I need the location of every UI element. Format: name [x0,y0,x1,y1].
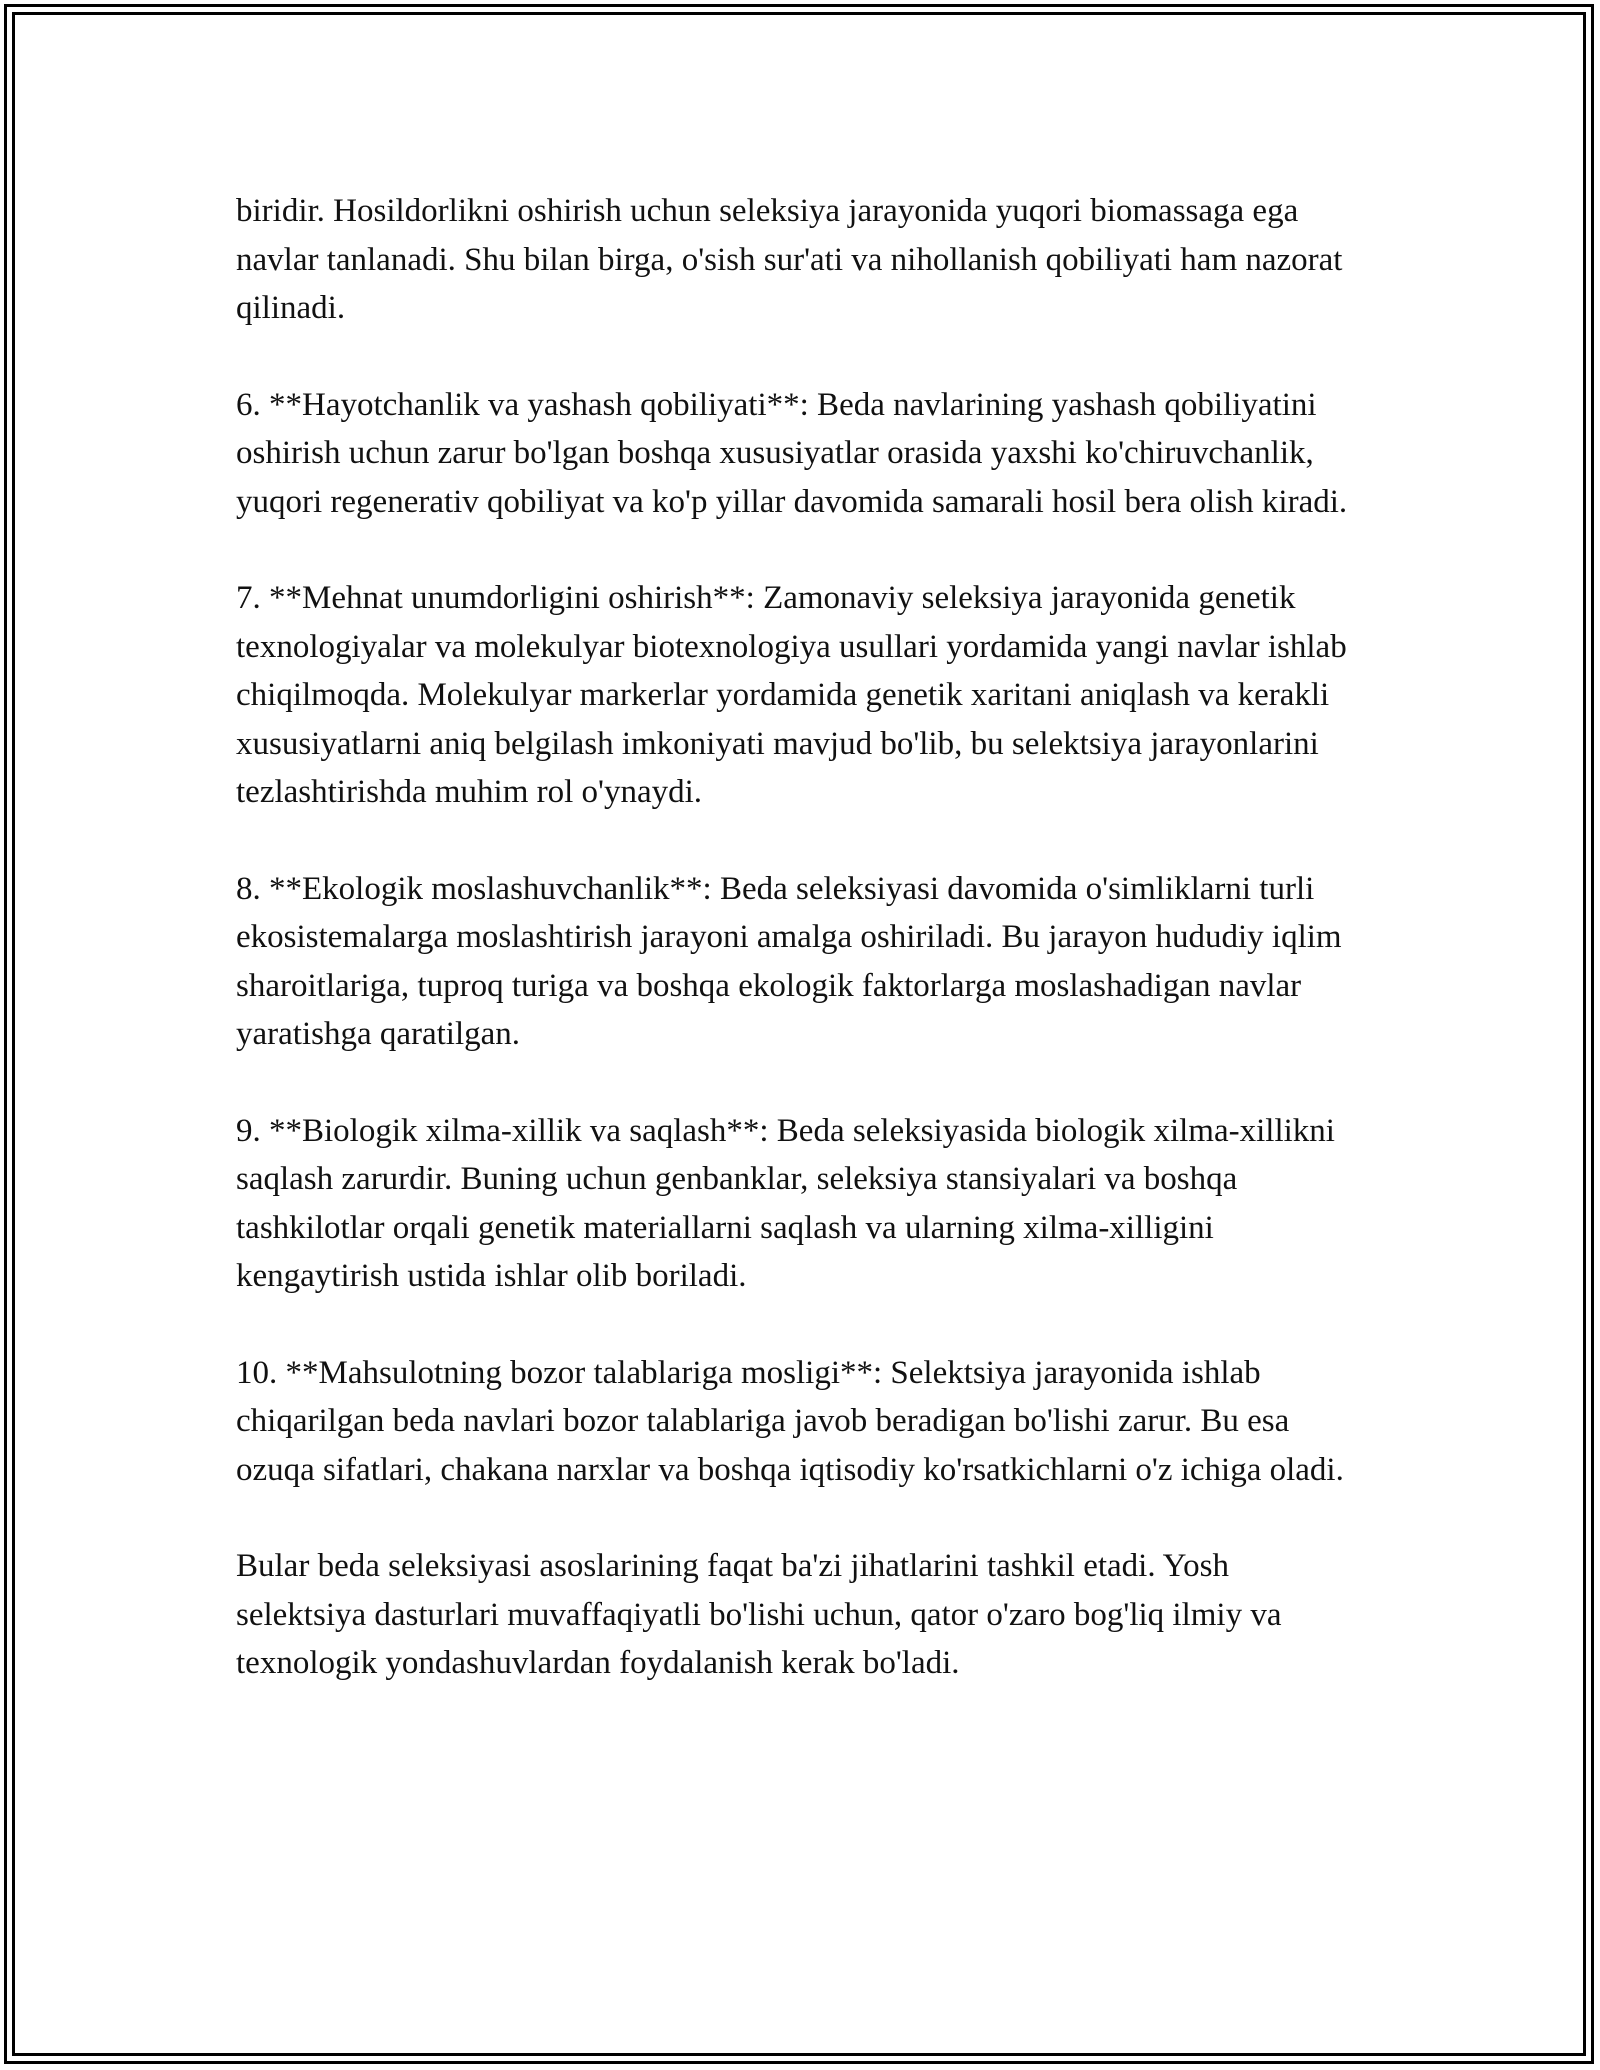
paragraph-item-8: 8. **Ekologik moslashuvchanlik**: Beda seleksiyasi davomida o'simliklarni turli ekosistemalarga moslashtirish jarayoni amalga oshiriladi. Bu jarayon hududiy iqlim sharoitlariga, tuproq turiga va boshqa ekologik faktorlarga moslashadigan navlar yaratishga qaratilgan. [236,870,1342,1052]
paragraph-item-10: 10. **Mahsulotning bozor talablariga mosligi**: Selektsiya jarayonida ishlab chiqarilgan beda navlari bozor talablariga javob beradigan bo'lishi zarur. Bu esa ozuqa sifatlari, chakana narxlar va boshqa iqtisodiy ko'rsatkichlarni o'z ichiga oladi. [236,1354,1344,1488]
document-body [236,187,1366,1736]
paragraph-item-7: 7. **Mehnat unumdorligini oshirish**: Zamonaviy seleksiya jarayonida genetik texnologiyalar va molekulyar biotexnologiya usullari yordamida yangi navlar ishlab chiqilmoqda. Molekulyar markerlar yordamida genetik xaritani aniqlash va kerakli xususiyatlarni aniq belgilash imkoniyati mavjud bo'lib, bu selektsiya jarayonlarini tezlashtirishda muhim rol o'ynaydi. [236,580,1347,810]
paragraph-continuation: biridir. Hosildorlikni oshirish uchun seleksiya jarayonida yuqori biomassaga ega navlar tanlanadi. Shu bilan birga, o'sish sur'ati va nihollanish qobiliyati ham nazorat qilinadi. [236,193,1343,326]
paragraph-item-6: 6. **Hayotchanlik va yashash qobiliyati**: Beda navlarining yashash qobiliyatini oshirish uchun zarur bo'lgan boshqa xususiyatlar orasida yaxshi ko'chiruvchanlik, yuqori regenerativ qobiliyat va ko'p yillar davomida samarali hosil bera olish kiradi. [236,386,1348,520]
paragraph-item-9: 9. **Biologik xilma-xillik va saqlash**: Beda seleksiyasida biologik xilma-xillikni saqlash zarurdir. Buning uchun genbanklar, seleksiya stansiyalari va boshqa tashkilotlar orqali genetik materiallarni saqlash va ularning xilma-xilligini kengaytirish ustida ishlar olib boriladi. [236,1112,1335,1294]
paragraph-conclusion: Bular beda seleksiyasi asoslarining faqat ba'zi jihatlarini tashkil etadi. Yosh selektsiya dasturlari muvaffaqiyatli bo'lishi uchun, qator o'zaro bog'liq ilmiy va texnologik yondashuvlardan foydalanish kerak bo'ladi. [236,1548,1282,1681]
